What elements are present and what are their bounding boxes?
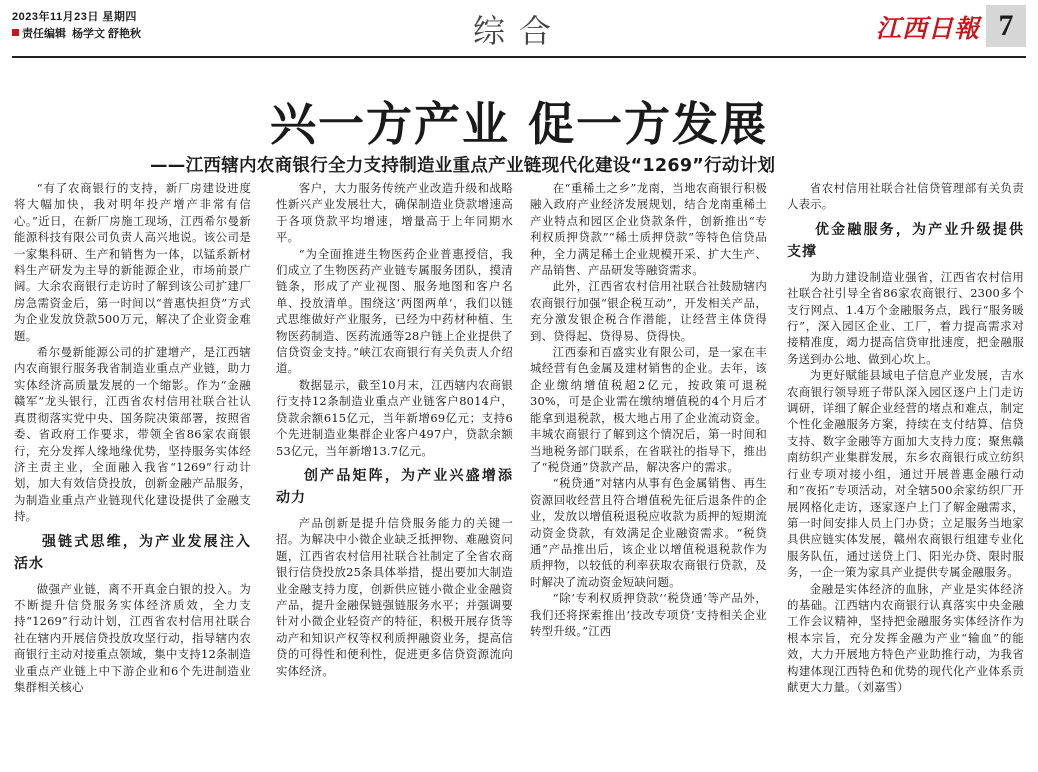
- paragraph: 在“重稀土之乡”龙南，当地农商银行积极融入政府产业经济发展规划，结合龙南重稀土产业特点和园区企业贷款条件，创新推出“专利权质押贷款”“稀土质押贷款”等特色信贷品种，全力满足稀土企业规模开采、扩大生产、产品销售、产品研发等融资需求。: [530, 181, 767, 278]
- paragraph: 金融是实体经济的血脉，产业是实体经济的基础。江西辖内农商银行认真落实中央金融工作会议精神，坚持把金融服务实体经济作为根本宗旨，充分发挥金融为产业“输血”的能效，大力开展地方特色产业助推行动，为我省构建体现江西特色和优势的现代化产业体系贡献更大力量。（刘嘉雪）: [787, 581, 1024, 694]
- paragraph: 希尔曼新能源公司的扩建增产，是江西辖内农商银行服务我省制造业重点产业链，助力实体经济高质量发展的一个缩影。作为“金融赣军”龙头银行，江西省农村信用社联合社认真贯彻落实党中央、国务院决策部署，按照省委、省政府工作要求，带领全省86家农商银行，充分发挥人缘地缘优势，坚持服务实体经济主责主业，全面融入我省“1269”行动计划，加大有效信贷投放，创新金融产品服务，为制造业重点产业链现代化建设提供了金融支持。: [14, 345, 251, 524]
- newspaper-logo: 江西日報: [875, 14, 980, 43]
- section-title: 综合: [472, 12, 565, 50]
- page-number: 7: [986, 5, 1026, 47]
- header-rule: [12, 56, 1026, 58]
- article-column-1: [14, 180, 251, 695]
- paragraph: 省农村信用社联合社信贷管理部有关负责人表示。: [787, 181, 1024, 212]
- paragraph: 做强产业链，离不开真金白银的投入。为不断提升信贷服务实体经济质效，全力支持“1269”行动计划，江西省农村信用社联合社在辖内开展信贷投放攻坚行动，指导辖内农商银行主动对接重点领域，集中支持12条制造业重点产业链上中下游企业和6个先进制造业集群相关核心: [14, 581, 251, 694]
- editor-names: 杨学文 舒艳秋: [72, 28, 142, 40]
- issue-date: 2023年11月23日 星期四: [12, 11, 137, 23]
- headline: 兴一方产业 促一方发展: [269, 97, 768, 151]
- paragraph: 此外，江西省农村信用社联合社鼓励辖内农商银行加强“银企税互动”，开发相关产品，充分激发银企税合作潜能，让经营主体贷得到、贷得起、贷得易、贷得快。: [530, 279, 767, 343]
- subtitle: ——江西辖内农商银行全力支持制造业重点产业链现代化建设“1269”行动计划: [150, 156, 776, 176]
- paragraph: “税贷通”对辖内从事有色金属销售、再生资源回收经营且符合增值税先征后退条件的企业，发放以增值税退税应收款为质押的短期流动资金贷款，有效满足企业融资需求。“税贷通”产品推出后，该企业以增值税退税款作为质押物，以较低的利率获取农商银行贷款，及时解决了流动资金短缺问题。: [530, 476, 767, 589]
- paragraph: 为更好赋能县域电子信息产业发展，吉水农商银行领导班子带队深入园区逐户上门走访调研，详细了解企业经营的堵点和难点，制定个性化金融服务方案，持续在支付结算、信贷支持、数字金融等方面加大支持力度；聚焦赣南纺织产业集群发展，东乡农商银行成立纺织行业专项对接小组，通过开展普惠金融行动和“夜拓”专项活动，对全辖500余家纺织厂开展网格化走访，逐家逐户上门了解金融需求，第一时间安排人员上门办贷；立足服务当地家具供应链实体发展，赣州农商银行组建专业化服务队伍，通过送贷上门、阳光办贷、限时服务，一企一策为家具产业提供专属金融服务。: [787, 368, 1024, 580]
- paragraph: “有了农商银行的支持，新厂房建设进度将大幅加快，我对明年投产增产非常有信心。”近日，在新厂房施工现场，江西希尔曼新能源科技有限公司负责人高兴地说。该公司是一家集科研、生产和销售为一体，以锰系新材料生产研发为主导的新能源企业，市场前景广阔。大余农商银行走访时了解到该公司扩建厂房急需资金后，第一时间以“普惠快担贷”方式为企业发放贷款500万元，解决了企业资金难题。: [14, 181, 251, 343]
- paragraph: 为助力建设制造业强省，江西省农村信用社联合社引导全省86家农商银行、2300多个支行网点、1.4万个金融服务点，践行“服务暖行”，深入园区企业、工厂，着力提高需求对接精准度，竭力提高信贷审批速度，把金融服务送到办公地、做到心坎上。: [787, 269, 1024, 366]
- paragraph: “除‘专利权质押贷款’‘税贷通’等产品外，我们还将探索推出‘技改专项贷’支持相关企业转型升级。”江西: [530, 591, 767, 638]
- paragraph: “为全面推进生物医药企业普惠授信，我们成立了生物医药产业链专属服务团队，摸清链条，形成了产业视图、服务地图和客户名单、投放清单。围绕这‘两图两单’，我们以链式思维做好产业服务，已经为中药材种植、生物医药制造、医药流通等28户链上企业提供了信贷资金支持。”峡江农商银行有关负责人介绍道。: [276, 246, 513, 376]
- paragraph: 江西泰和百盛实业有限公司，是一家在丰城经营有色金属及建材销售的企业。去年，该企业缴纳增值税超2亿元，按政策可退税30%，可是企业需在缴纳增值税的4个月后才能拿到退税款，极大地占用了企业流动资金。丰城农商银行了解到这个情况后，第一时间和当地税务部门联系，在省联社的指导下，推出了“税贷通”贷款产品，解决客户的需求。: [530, 345, 767, 474]
- section-heading: 优金融服务，为产业升级提供支撑: [787, 221, 1024, 260]
- section-heading: 创产品矩阵，为产业兴盛增添动力: [276, 467, 513, 506]
- section-heading: 强链式思维，为产业发展注入活水: [14, 533, 251, 572]
- editors-label: 责任编辑: [22, 28, 66, 40]
- paragraph: 数据显示，截至10月末，江西辖内农商银行支持12条制造业重点产业链客户8014户，贷款余额615亿元，当年新增69亿元；支持6个先进制造业集群企业客户497户，贷款余额53亿元，当年新增13.7亿元。: [276, 377, 513, 458]
- article-column-4: [787, 180, 1024, 695]
- article-column-3: [530, 180, 767, 639]
- paragraph: 客户，大力服务传统产业改造升级和战略性新兴产业发展壮大，确保制造业贷款增速高于各项贷款平均增速，增量高于上年同期水平。: [276, 181, 513, 245]
- paragraph: 产品创新是提升信贷服务能力的关键一招。为解决中小微企业缺乏抵押物、难融资问题，江西省农村信用社联合社制定了全省农商银行信贷投放25条具体举措，提出要加大制造业金融支持力度，创新供应链小微企业金融资产品，提升金融保链强链服务水平；并强调要针对小微企业轻资产的特征，积极开展存货等动产和知识产权等权利质押融资业务，提高信贷的可得性和便利性，促进更多信贷资源流向实体经济。: [276, 515, 513, 678]
- article-column-2: [276, 180, 513, 679]
